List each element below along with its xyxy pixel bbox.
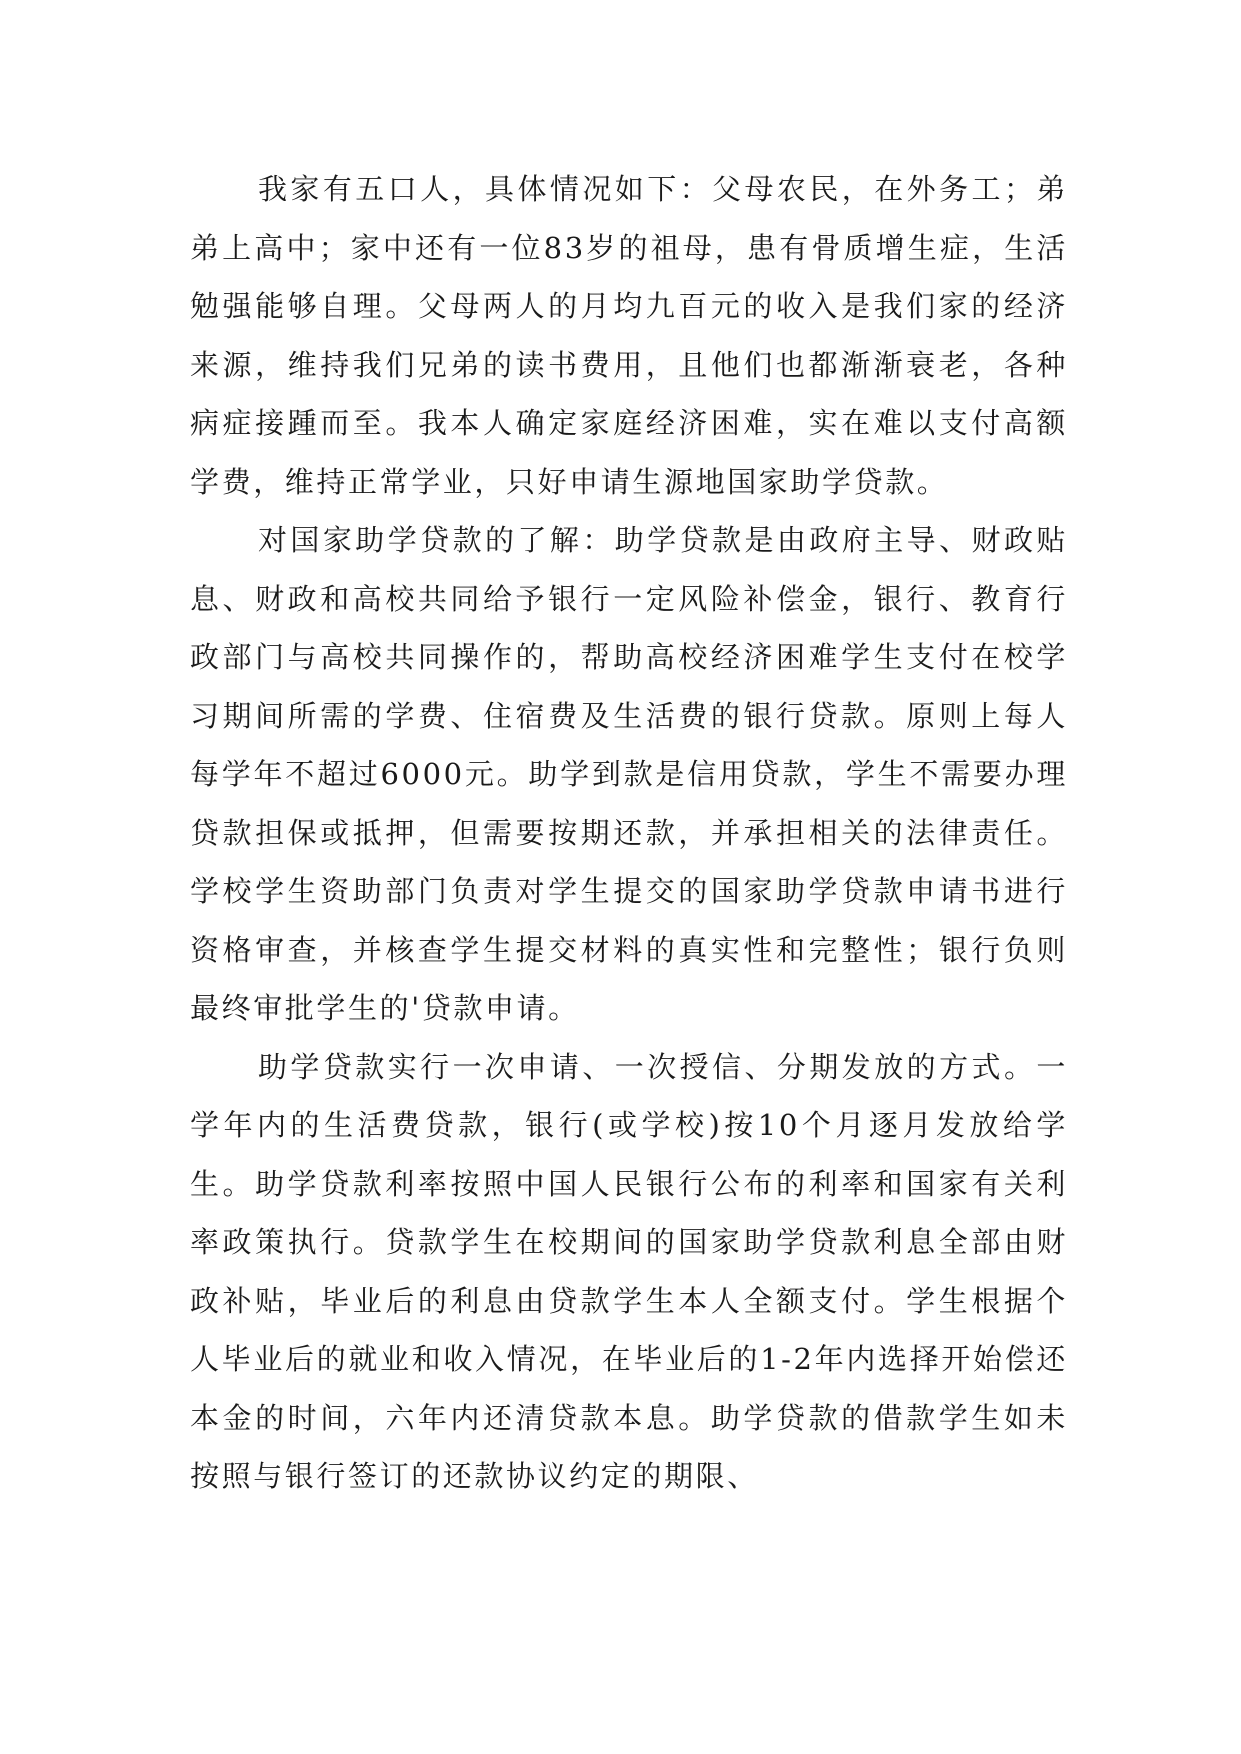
paragraph-family-situation: 我家有五口人，具体情况如下：父母农民，在外务工；弟弟上高中；家中还有一位83岁的祖母，患有骨质增生症，生活勉强能够自理。父母两人的月均九百元的收入是我们家的经济来源，维持我们兄弟的读书费用，且他们也都渐渐衰老，各种病症接踵而至。我本人确定家庭经济困难，实在难以支付高额学费，维持正常学业，只好申请生源地国家助学贷款。	[190, 172, 1068, 499]
document-body	[190, 160, 1068, 1506]
paragraph-loan-terms: 助学贷款实行一次申请、一次授信、分期发放的方式。一学年内的生活费贷款，银行(或学校)按10个月逐月发放给学生。助学贷款利率按照中国人民银行公布的利率和国家有关利率政策执行。贷款学生在校期间的国家助学贷款利息全部由财政补贴，毕业后的利息由贷款学生本人全额支付。学生根据个人毕业后的就业和收入情况，在毕业后的1-2年内选择开始偿还本金的时间，六年内还清贷款本息。助学贷款的借款学生如未按照与银行签订的还款协议约定的期限、	[190, 1049, 1068, 1493]
paragraph-loan-understanding: 对国家助学贷款的了解：助学贷款是由政府主导、财政贴息、财政和高校共同给予银行一定风险补偿金，银行、教育行政部门与高校共同操作的，帮助高校经济困难学生支付在校学习期间所需的学费、住宿费及生活费的银行贷款。原则上每人每学年不超过6000元。助学到款是信用贷款，学生不需要办理贷款担保或抵押，但需要按期还款，并承担相关的法律责任。学校学生资助部门负责对学生提交的国家助学贷款申请书进行资格审查，并核查学生提交材料的真实性和完整性；银行负则最终审批学生的'贷款申请。	[190, 523, 1068, 1025]
